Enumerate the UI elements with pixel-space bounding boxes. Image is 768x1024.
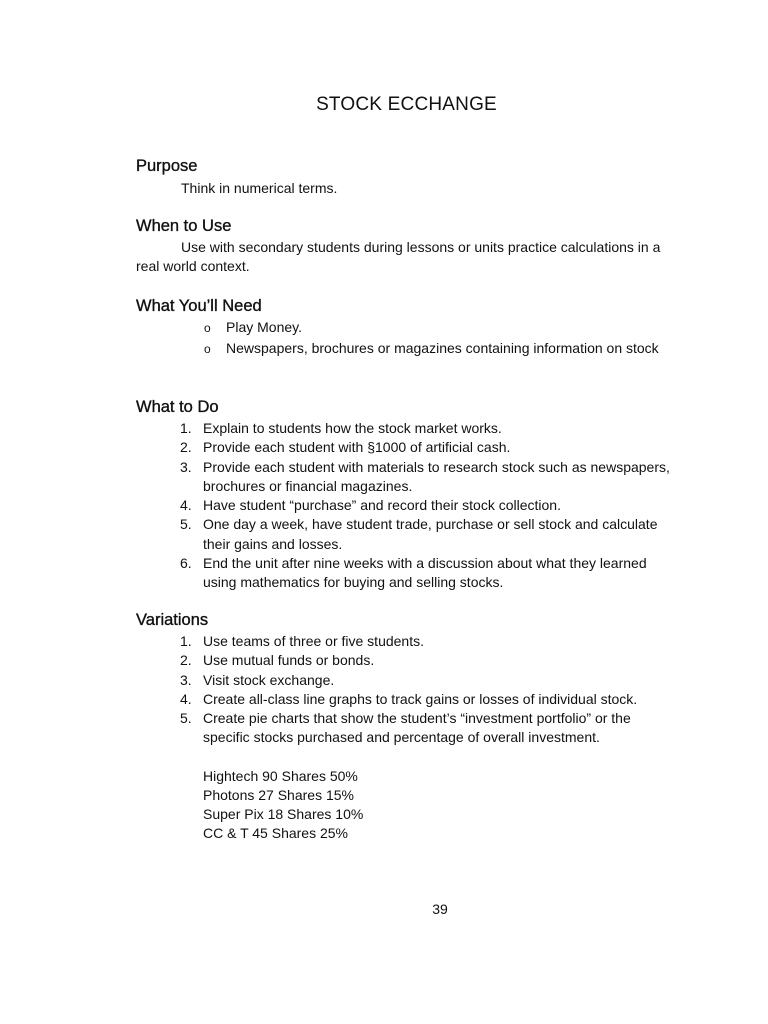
variations-list bbox=[180, 632, 680, 748]
item-number: 6. bbox=[180, 555, 192, 572]
list-item bbox=[180, 438, 680, 457]
list-item-text: One day a week, have student trade, purchase or sell stock and calculate their gains and losses. bbox=[203, 516, 658, 552]
item-number: 3. bbox=[180, 671, 192, 688]
list-item-text: Visit stock exchange. bbox=[203, 671, 335, 688]
what-you-need-heading: What You’ll Need bbox=[136, 297, 262, 315]
list-item bbox=[180, 632, 680, 651]
portfolio-holdings bbox=[203, 767, 363, 843]
list-item-text: Explain to students how the stock market works. bbox=[203, 420, 502, 436]
item-number: 2. bbox=[180, 439, 192, 456]
list-item bbox=[180, 496, 680, 515]
bullet-icon: o bbox=[204, 321, 211, 335]
item-number: 5. bbox=[180, 710, 192, 727]
holding-line: CC & T 45 Shares 25% bbox=[203, 825, 349, 841]
page-title: STOCK ECCHANGE bbox=[316, 94, 497, 115]
holding-line: Hightech 90 Shares 50% bbox=[203, 768, 358, 784]
list-item bbox=[180, 515, 680, 554]
item-number: 3. bbox=[180, 458, 192, 475]
list-item-text: End the unit after nine weeks with a discussion about what they learned using mathematics for buying and selling stocks. bbox=[203, 555, 647, 591]
holding-line: Super Pix 18 Shares 10% bbox=[203, 806, 364, 822]
list-item-text: Provide each student with §1000 of artificial cash. bbox=[203, 439, 511, 456]
page-number: 39 bbox=[432, 901, 448, 917]
list-item-text: Newspapers, brochures or magazines containing information on stock bbox=[226, 340, 659, 357]
list-item bbox=[180, 419, 680, 438]
item-number: 2. bbox=[180, 652, 192, 669]
when-to-use-text: Use with secondary students during lessons or units practice calculations in a real world context. bbox=[136, 239, 661, 275]
list-item bbox=[180, 651, 680, 670]
purpose-text: Think in numerical terms. bbox=[181, 180, 338, 196]
materials-list bbox=[204, 318, 674, 361]
what-to-do-heading: What to Do bbox=[136, 398, 219, 416]
list-item bbox=[204, 318, 674, 337]
item-number: 1. bbox=[180, 633, 192, 649]
list-item-text: Create all-class line graphs to track gains or losses of individual stock. bbox=[203, 690, 638, 707]
list-item-text: Use mutual funds or bonds. bbox=[203, 652, 375, 669]
purpose-heading: Purpose bbox=[136, 157, 198, 175]
holding-line: Photons 27 Shares 15% bbox=[203, 787, 354, 803]
list-item bbox=[180, 458, 680, 497]
list-item bbox=[180, 690, 680, 709]
item-number: 4. bbox=[180, 497, 192, 514]
list-item bbox=[180, 709, 680, 748]
item-number: 4. bbox=[180, 690, 192, 707]
list-item bbox=[180, 554, 680, 593]
list-item-text: Play Money. bbox=[226, 319, 302, 335]
list-item-text: Provide each student with materials to research stock such as newspapers, brochures or financial magazines. bbox=[203, 458, 670, 494]
steps-list bbox=[180, 419, 680, 593]
variations-heading: Variations bbox=[136, 611, 209, 629]
list-item-text: Create pie charts that show the student’s “investment portfolio” or the specific stocks purchased and percentage of overall investment. bbox=[203, 710, 631, 746]
bullet-icon: o bbox=[204, 342, 211, 357]
when-to-use-heading: When to Use bbox=[136, 217, 232, 235]
item-number: 1. bbox=[180, 420, 192, 436]
list-item bbox=[180, 671, 680, 690]
list-item-text: Have student “purchase” and record their stock collection. bbox=[203, 497, 561, 514]
item-number: 5. bbox=[180, 516, 192, 533]
list-item bbox=[204, 339, 674, 358]
list-item-text: Use teams of three or five students. bbox=[203, 633, 424, 649]
